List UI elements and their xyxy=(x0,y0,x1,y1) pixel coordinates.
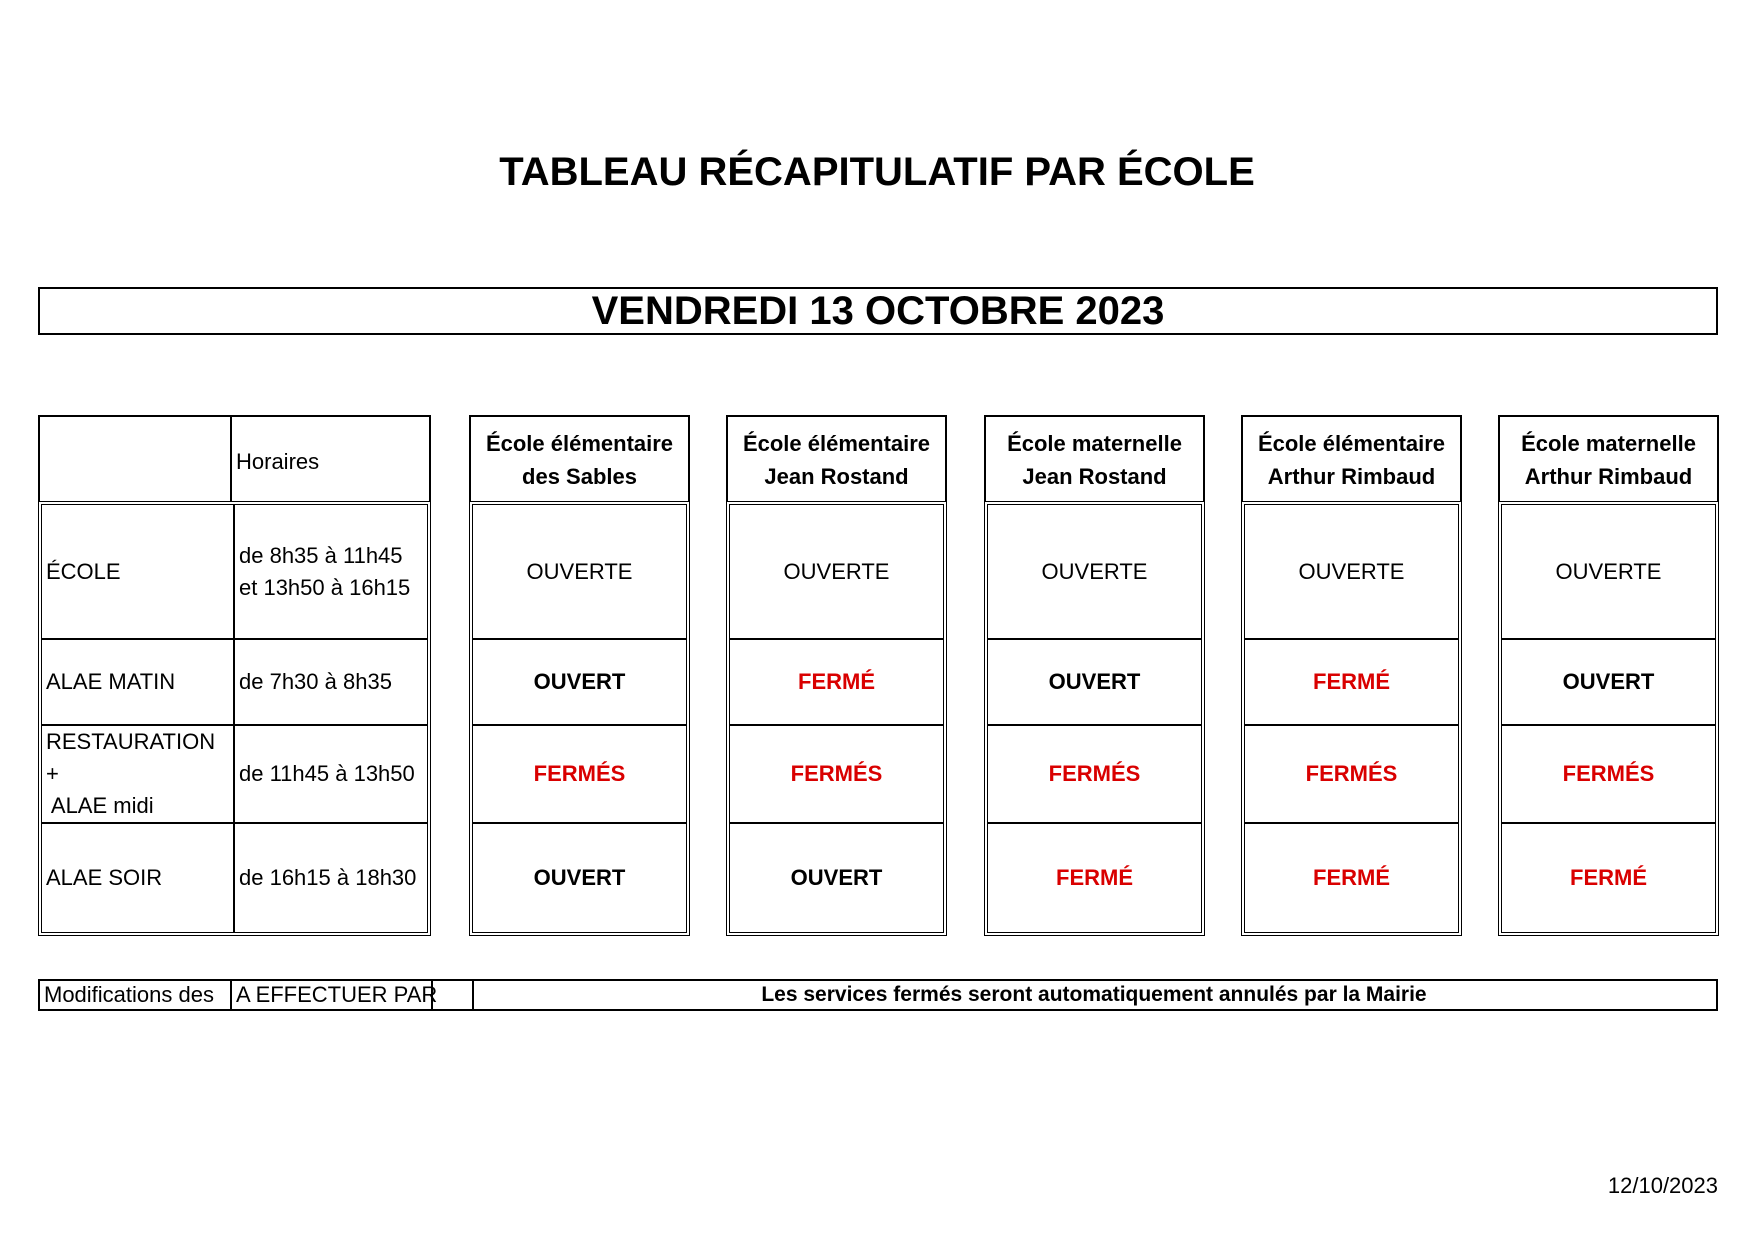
status-ecole: OUVERTE xyxy=(1298,558,1405,584)
row-ecole xyxy=(42,505,427,638)
status-alae-matin: OUVERT xyxy=(473,638,686,724)
school-column xyxy=(726,415,947,936)
status-alae-soir: FERMÉ xyxy=(1245,822,1458,932)
school-body xyxy=(984,501,1205,936)
school-header: École élémentaire Arthur Rimbaud xyxy=(1241,415,1462,501)
school-column xyxy=(984,415,1205,936)
school-header: École élémentaire Jean Rostand xyxy=(726,415,947,501)
row-hours: de 7h30 à 8h35 xyxy=(233,640,427,724)
footer-row xyxy=(38,979,1718,1011)
row-hours: de 16h15 à 18h30 xyxy=(233,824,427,932)
page-title: TABLEAU RÉCAPITULATIF PAR ÉCOLE xyxy=(499,150,1255,194)
status-midi: FERMÉS xyxy=(1245,724,1458,822)
school-header: École maternelle Jean Rostand xyxy=(984,415,1205,501)
footer-note: Les services fermés seront automatiquement annulés par la Mairie xyxy=(761,983,1427,1006)
row-label: ALAE MATIN xyxy=(46,669,176,694)
row-hours: de 11h45 à 13h50 xyxy=(233,726,427,822)
school-body xyxy=(469,501,690,936)
print-date: 12/10/2023 xyxy=(1607,1173,1718,1198)
row-restauration xyxy=(42,724,427,822)
status-alae-matin: OUVERT xyxy=(1502,638,1715,724)
school-header: École élémentaire des Sables xyxy=(469,415,690,501)
left-header xyxy=(38,415,431,501)
status-alae-matin: FERMÉ xyxy=(1245,638,1458,724)
status-ecole: OUVERTE xyxy=(783,558,890,584)
school-column xyxy=(469,415,690,936)
row-label: RESTAURATION + ALAE midi xyxy=(46,729,216,818)
service-label-table xyxy=(38,415,431,936)
status-alae-soir: FERMÉ xyxy=(988,822,1201,932)
status-ecole: OUVERTE xyxy=(1041,558,1148,584)
school-body xyxy=(1241,501,1462,936)
status-midi: FERMÉS xyxy=(1502,724,1715,822)
horaires-header: Horaires xyxy=(236,449,320,474)
status-ecole: OUVERTE xyxy=(526,558,633,584)
row-label: ALAE SOIR xyxy=(46,865,163,890)
date-banner: VENDREDI 13 OCTOBRE 2023 xyxy=(38,287,1718,335)
left-body xyxy=(38,501,431,936)
status-alae-matin: FERMÉ xyxy=(730,638,943,724)
footer-deadline-label: A EFFECTUER PAR xyxy=(236,982,438,1007)
school-header: École maternelle Arthur Rimbaud xyxy=(1498,415,1719,501)
row-label: ÉCOLE xyxy=(46,558,121,584)
school-column xyxy=(1498,415,1719,936)
status-ecole: OUVERTE xyxy=(1555,558,1662,584)
status-alae-matin: OUVERT xyxy=(988,638,1201,724)
row-hours: de 8h35 à 11h45 et 13h50 à 16h15 xyxy=(233,505,427,638)
row-alae-matin xyxy=(42,638,427,724)
status-alae-soir: FERMÉ xyxy=(1502,822,1715,932)
school-column xyxy=(1241,415,1462,936)
status-midi: FERMÉS xyxy=(730,724,943,822)
status-midi: FERMÉS xyxy=(988,724,1201,822)
row-alae-soir xyxy=(42,822,427,932)
status-midi: FERMÉS xyxy=(473,724,686,822)
status-alae-soir: OUVERT xyxy=(473,822,686,932)
school-body xyxy=(726,501,947,936)
school-body xyxy=(1498,501,1719,936)
status-alae-soir: OUVERT xyxy=(730,822,943,932)
footer-modifications-label: Modifications des xyxy=(44,982,214,1007)
